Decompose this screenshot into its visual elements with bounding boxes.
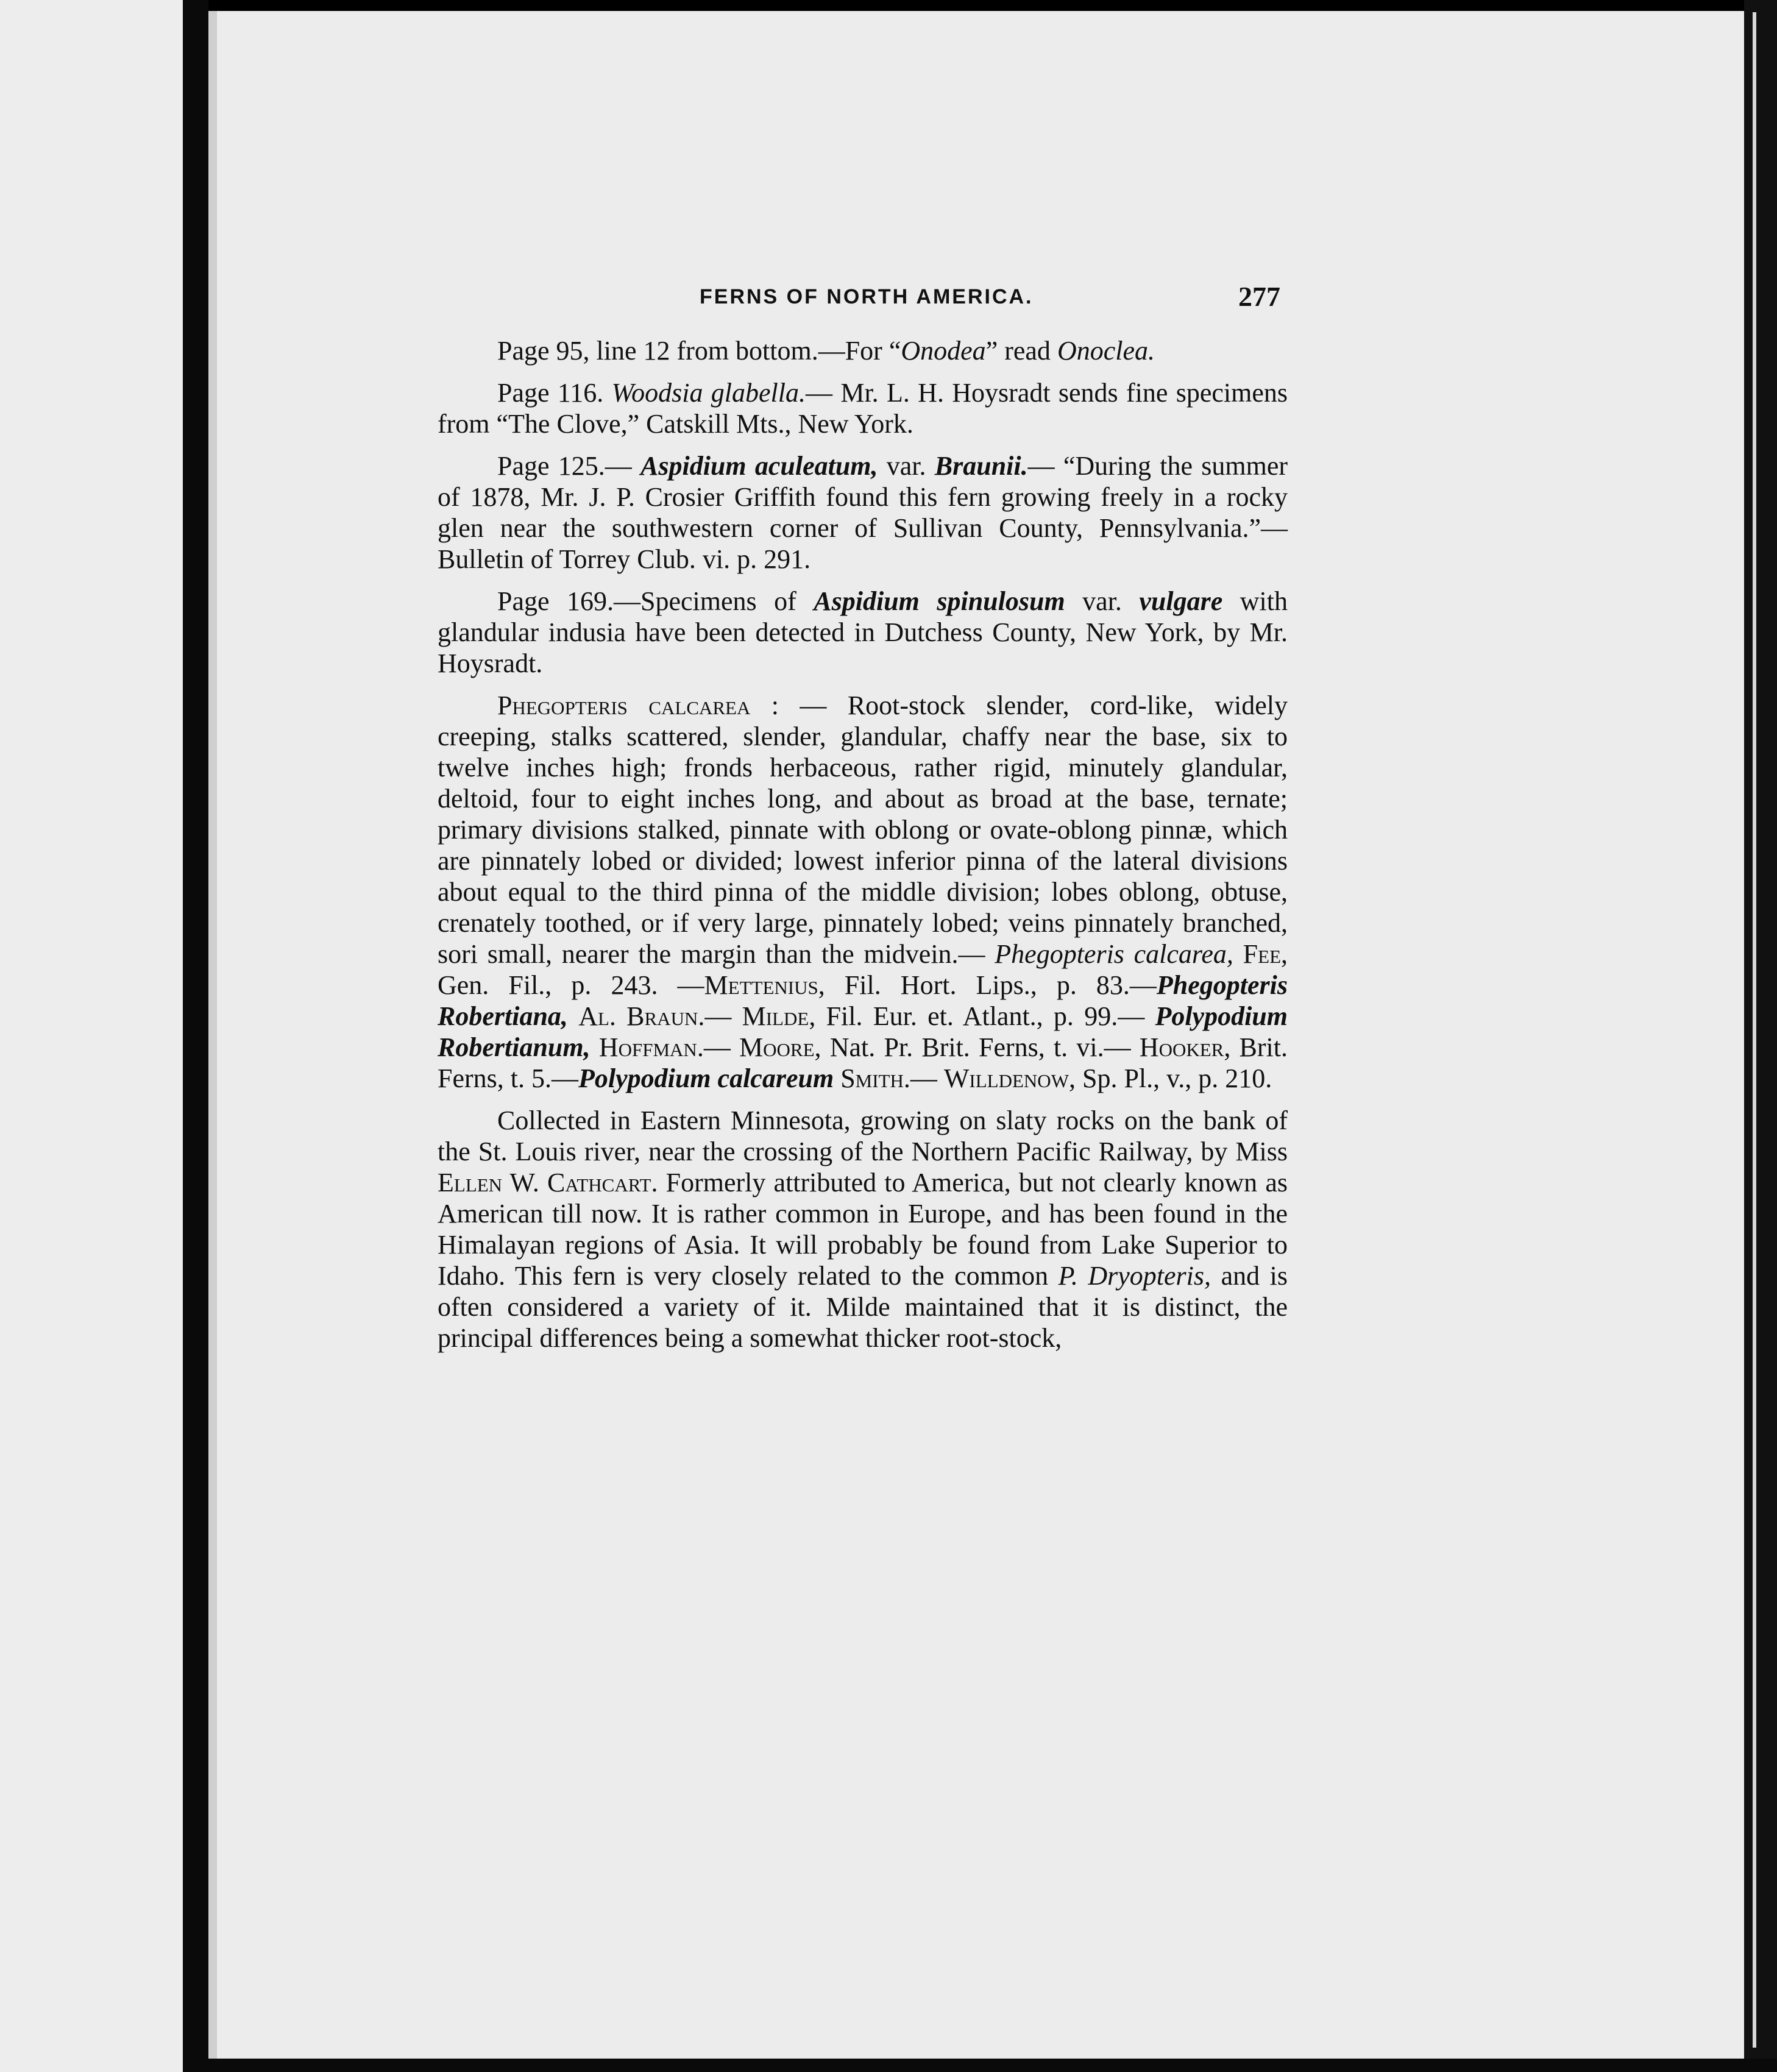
paragraph-errata-page-169: Page 169.—Specimens of Aspidium spinulosum var. vulgare with glandular indusia have been detected in Dutchess County, New York, by Mr. Hoysradt.: [438, 586, 1288, 678]
paragraph-errata-page-116: Page 116. Woodsia glabella.— Mr. L. H. Hoysradt sends fine specimens from “The Clove,” Catskill Mts., New York.: [438, 378, 1288, 439]
binding-gutter: [183, 0, 208, 2072]
page-bottom-edge: [208, 2059, 1777, 2072]
paragraph-phegopteris-calcarea-description: Phegopteris calcarea : — Root-stock slender, cord-like, widely creeping, stalks scattered, slender, glandular, chaffy near the base, six to twelve inches high; fronds herbaceous, rather rigid, minutely glandular, deltoid, four to eight inches long, and about as broad at the base, ternate; primary divisions stalked, pinnate with oblong or ovate-oblong pinnæ, which are pinnately lobed or divided; lowest inferior pinna of the lateral divisions about equal to the third pinna of the middle division; lobes oblong, obtuse, crenately toothed, or if very large, pinnately lobed; veins pinnately branched, sori small, nearer the margin than the midvein.— Phegopteris calcarea, Fee, Gen. Fil., p. 243. —Mettenius, Fil. Hort. Lips., p. 83.—Phegopteris Robertiana, Al. Braun.— Milde, Fil. Eur. et. Atlant., p. 99.— Polypodium Robertianum, Hoffman.— Moore, Nat. Pr. Brit. Ferns, t. vi.— Hooker, Brit. Ferns, t. 5.—Polypodium calcareum Smith.— Willdenow, Sp. Pl., v., p. 210.: [438, 690, 1288, 1093]
page-number: 277: [1238, 281, 1280, 312]
running-title: FERNS OF NORTH AMERICA.: [700, 285, 1034, 308]
paragraph-collection-notes: Collected in Eastern Minnesota, growing on slaty rocks on the bank of the St. Louis river, near the crossing of the Northern Pacific Railway, by Miss Ellen W. Cathcart. Formerly attributed to America, but not clearly known as American till now. It is rather common in Europe, and has been found in the Himalayan regions of Asia. It will probably be found from Lake Superior to Idaho. This fern is very closely related to the common P. Dryopteris, and is often considered a variety of it. Milde maintained that it is distinct, the principal differences being a somewhat thicker root-stock,: [438, 1105, 1288, 1353]
page-stack-edge: [1753, 12, 1756, 2048]
paragraph-errata-page-125: Page 125.— Aspidium aculeatum, var. Braunii.— “During the summer of 1878, Mr. J. P. Crosier Griffith found this fern growing freely in a rocky glen near the southwestern corner of Sullivan County, Pennsylvania.”—Bulletin of Torrey Club. vi. p. 291.: [438, 451, 1288, 574]
page-right-edge: [1744, 0, 1777, 2072]
text-block: [438, 280, 1288, 1364]
facing-page-edge: [0, 0, 183, 2072]
page-header: [438, 280, 1288, 317]
paragraph-errata-page-95: Page 95, line 12 from bottom.—For “Onodea” read Onoclea.: [497, 336, 1155, 366]
